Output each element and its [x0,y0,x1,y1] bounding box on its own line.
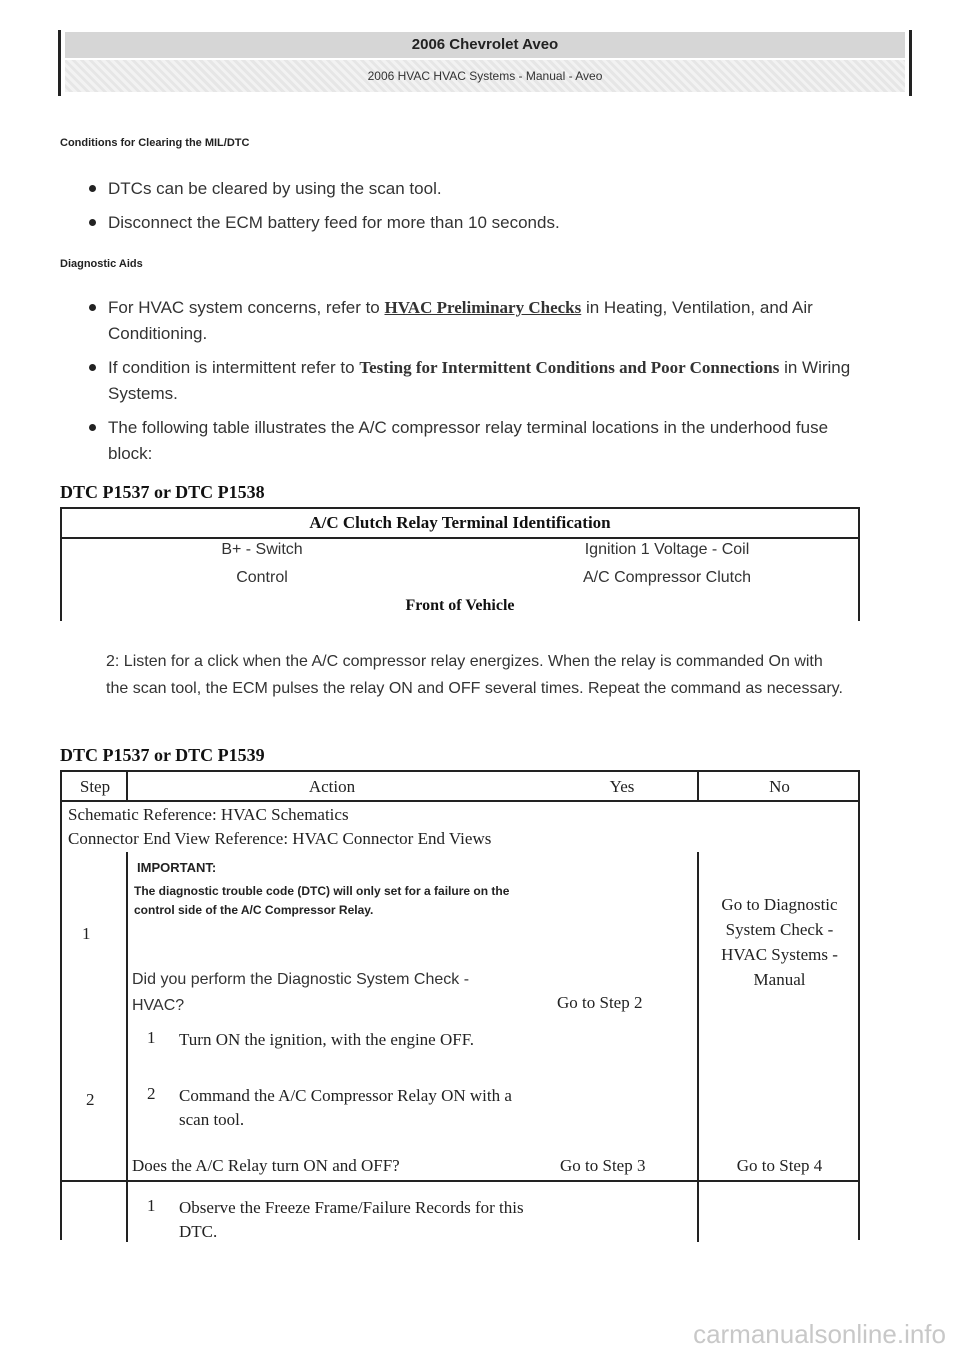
step1-yes: Go to Step 2 [557,993,643,1012]
important-note: The diagnostic trouble code (DTC) will only set for a failure on the control side of the A/C Compressor Relay. [134,884,510,917]
relay-terminal-table [60,507,860,621]
relay-cell: A/C Compressor Clutch [582,569,752,586]
relay-table-caption: DTC P1537 or DTC P1538 [60,482,265,502]
list-item: DTCs can be cleared by using the scan tool. [86,176,866,202]
step2-yes: Go to Step 3 [560,1156,646,1175]
relay-cell: B+ - Switch [221,541,303,558]
diagnostic-aids-list [86,295,866,475]
list-item [86,295,866,347]
aid-text: If condition is intermittent refer to [108,358,360,377]
divider [126,772,128,800]
step1-question: Did you perform the Diagnostic System Check - HVAC? [132,971,470,1014]
important-label: IMPORTANT: [137,860,217,875]
divider [697,852,699,1242]
column-header-no: No [769,777,790,796]
step2-question: Does the A/C Relay turn ON and OFF? [132,1156,400,1175]
step2-sub1: Turn ON the ignition, with the engine OFF. [179,1030,475,1049]
connector-reference: Connector End View Reference: HVAC Connector End Views [68,829,492,848]
document-subtitle: 2006 HVAC HVAC Systems - Manual - Aveo [65,60,905,92]
step3-sub1: Observe the Freeze Frame/Failure Records for this DTC. [179,1198,524,1241]
relay-cell: Control [236,569,288,586]
step1-no: Go to Diagnostic System Check - HVAC Systems - Manual [721,895,838,989]
relay-cell: Ignition 1 Voltage - Coil [584,541,750,558]
page-header [58,30,912,96]
step-number: 1 [82,924,91,943]
sub-step-number: 2 [147,1084,156,1103]
hvac-preliminary-checks-link[interactable]: HVAC Preliminary Checks [384,298,582,317]
front-of-vehicle-label: Front of Vehicle [405,597,515,614]
diagnostic-table [60,770,860,1240]
step2-sub2: Command the A/C Compressor Relay ON with a scan tool. [179,1086,512,1129]
column-header-yes: Yes [609,777,635,796]
list-item [86,355,866,407]
divider [62,800,858,802]
clearing-heading: Conditions for Clearing the MIL/DTC [60,137,250,149]
sub-step-number: 1 [147,1196,156,1215]
aid-text: in Wiring Systems. [108,358,851,403]
aid-text: in Heating, Ventilation, and Air Conditioning. [108,298,813,343]
relay-table-heading: A/C Clutch Relay Terminal Identification [62,509,858,539]
step2-no: Go to Step 4 [736,1156,823,1175]
clearing-list [86,176,866,244]
divider [697,772,699,800]
aid-text: For HVAC system concerns, refer to [108,298,385,317]
divider [62,1180,858,1182]
list-item: The following table illustrates the A/C compressor relay terminal locations in the underhood fuse block: [86,415,866,467]
testing-intermittent-reference: Testing for Intermittent Conditions and Poor Connections [359,358,780,377]
schematic-reference: Schematic Reference: HVAC Schematics [68,805,349,824]
divider [126,852,128,1242]
watermark: carmanualsonline.info [693,1319,946,1349]
diagnostic-aids-heading: Diagnostic Aids [60,258,143,270]
diag-table-caption: DTC P1537 or DTC P1539 [60,745,265,765]
column-header-action: Action [308,777,356,796]
sub-step-number: 1 [147,1028,156,1047]
column-header-step: Step [79,777,111,796]
document-title: 2006 Chevrolet Aveo [65,32,905,58]
step-note: 2: Listen for a click when the A/C compressor relay energizes. When the relay is commanded On with the scan tool, the ECM pulses the relay ON and OFF several times. Repeat the command as necessary. [106,653,843,697]
step-number: 2 [86,1090,95,1109]
list-item: Disconnect the ECM battery feed for more than 10 seconds. [86,210,866,236]
